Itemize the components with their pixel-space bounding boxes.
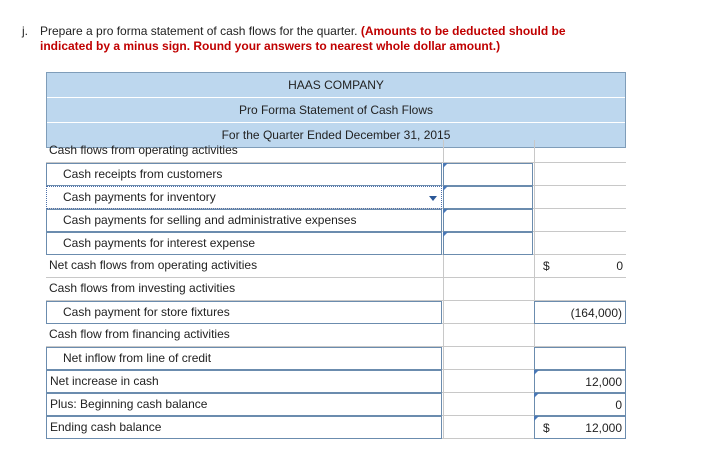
instruction-highlight: (Amounts to be deducted should be	[360, 24, 566, 38]
section-heading-investing: Cash flows from investing activities	[49, 281, 236, 295]
label-input-net-increase[interactable]: Net increase in cash	[46, 370, 442, 393]
total-cell	[534, 278, 626, 301]
total-input-net-increase[interactable]	[534, 370, 626, 393]
question-text: Prepare a pro forma statement of cash flows for the quarter.	[40, 24, 358, 38]
label-input-ending-balance[interactable]: Ending cash balance	[46, 416, 442, 439]
total-cell	[534, 209, 626, 232]
net-operating-value: 0	[616, 259, 623, 273]
amount-input-cash-receipts[interactable]	[443, 163, 533, 186]
input-marker-icon	[534, 370, 539, 375]
label-input-store-fixtures[interactable]: Cash payment for store fixtures	[46, 301, 442, 324]
select-value: Cash payments for inventory	[63, 190, 216, 204]
table-row	[46, 232, 626, 255]
input-marker-icon	[534, 416, 539, 421]
question-number: j.	[22, 24, 28, 38]
input-marker-icon	[443, 163, 448, 168]
table-row	[46, 393, 626, 416]
instruction-line-2: indicated by a minus sign. Round your answers to nearest whole dollar amount.)	[40, 39, 501, 53]
table-row	[46, 140, 626, 163]
input-marker-icon	[443, 209, 448, 214]
amount-cell	[443, 370, 533, 393]
total-input-line-of-credit[interactable]	[534, 347, 626, 370]
amount-cell	[443, 416, 533, 439]
label-input-cash-receipts[interactable]: Cash receipts from customers	[46, 163, 442, 186]
amount-cell	[443, 347, 533, 370]
input-marker-icon	[443, 186, 448, 191]
input-marker-icon	[443, 232, 448, 237]
instruction-line-1	[22, 24, 702, 39]
store-fixtures-value: (164,000)	[570, 306, 622, 320]
table-row	[46, 209, 626, 232]
total-input-beginning-balance[interactable]	[534, 393, 626, 416]
label-input-beginning-balance[interactable]: Plus: Beginning cash balance	[46, 393, 442, 416]
net-increase-value: 12,000	[585, 375, 622, 389]
amount-input-selling-admin[interactable]	[443, 209, 533, 232]
amount-cell	[443, 255, 533, 278]
statement-title: Pro Forma Statement of Cash Flows	[47, 97, 625, 122]
table-row	[46, 186, 626, 209]
table-row	[46, 347, 626, 370]
total-input-ending-balance[interactable]	[534, 416, 626, 439]
table-row	[46, 416, 626, 439]
ending-balance-value: 12,000	[585, 421, 622, 435]
amount-cell	[443, 278, 533, 301]
label-select-inventory[interactable]	[46, 186, 442, 209]
amount-input-inventory[interactable]	[443, 186, 533, 209]
total-input-store-fixtures[interactable]	[534, 301, 626, 324]
section-heading-financing: Cash flow from financing activities	[49, 327, 230, 341]
amount-cell	[443, 393, 533, 416]
table-row	[46, 278, 626, 301]
net-operating-label: Net cash flows from operating activities	[49, 258, 258, 272]
total-cell	[534, 163, 626, 186]
total-cell	[534, 324, 626, 347]
input-marker-icon	[534, 393, 539, 398]
amount-cell	[443, 140, 533, 163]
amount-input-interest[interactable]	[443, 232, 533, 255]
chevron-down-icon[interactable]	[429, 196, 437, 201]
table-row	[46, 255, 626, 278]
company-name: HAAS COMPANY	[288, 78, 384, 92]
amount-cell	[443, 301, 533, 324]
currency-symbol: $	[543, 421, 550, 435]
section-heading-operating: Cash flows from operating activities	[49, 143, 238, 157]
label-input-interest[interactable]: Cash payments for interest expense	[46, 232, 442, 255]
amount-cell	[443, 324, 533, 347]
table-row	[46, 370, 626, 393]
total-cell	[534, 140, 626, 163]
statement-header	[46, 72, 626, 148]
total-cell	[534, 232, 626, 255]
statement-period: For the Quarter Ended December 31, 2015	[47, 122, 625, 147]
question-instructions	[22, 24, 702, 54]
currency-symbol: $	[543, 259, 550, 273]
label-input-selling-admin[interactable]: Cash payments for selling and administrative expenses	[46, 209, 442, 232]
table-row	[46, 163, 626, 186]
table-row	[46, 301, 626, 324]
label-input-line-of-credit[interactable]: Net inflow from line of credit	[46, 347, 442, 370]
table-row	[46, 324, 626, 347]
beginning-balance-value: 0	[615, 398, 622, 412]
net-operating-total	[534, 255, 626, 278]
total-cell	[534, 186, 626, 209]
